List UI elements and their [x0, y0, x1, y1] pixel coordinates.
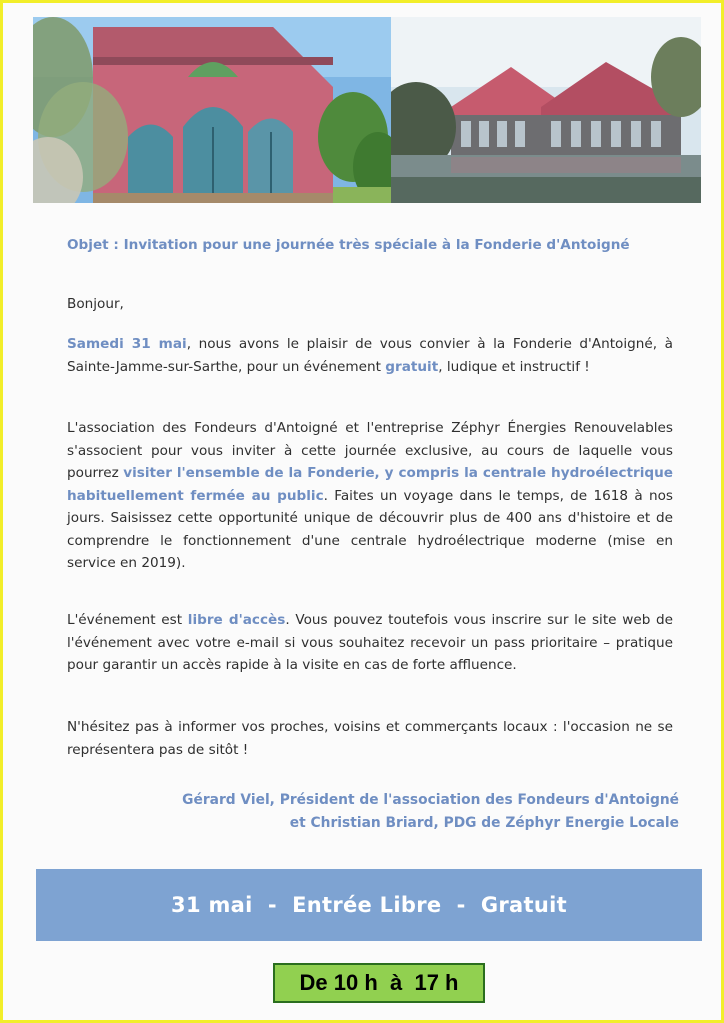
- opening-hours-box: [273, 963, 485, 1003]
- signature-line-1: Gérard Viel, Président de l'association des Fondeurs d'Antoigné: [182, 792, 679, 808]
- paragraph-details: [67, 417, 673, 575]
- foundry-riverside-photo: [391, 17, 701, 203]
- signature-line-2: et Christian Briard, PDG de Zéphyr Energie Locale: [289, 814, 679, 831]
- paragraph-details-text-2: . Faites un voyage dans le temps, de 1618 à nos jours. Saisissez cette opportunité unique de découvrir plus de 400 ans d'histoire et de comprendre le fonctionnement d'une centrale hydroélectrique moderne (mise en service en 2019).: [67, 487, 673, 571]
- paragraph-access-text-2: . Vous pouvez toutefois vous inscrire sur le site web de l'événement avec votre e-mail si vous souhaitez recevoir un pass prioritaire – pratique pour garantir un accès rapide à la visite en cas de forte affluence.: [67, 612, 674, 673]
- paragraph-details-text-1: L'association des Fondeurs d'Antoigné et l'entreprise Zéphyr Énergies Renouvelables s'associent pour vous inviter à cette journée exclusive, au cours de laquelle vous pourrez: [67, 420, 673, 481]
- subject-text: Invitation pour une journée très spéciale à la Fonderie d'Antoigné: [123, 237, 630, 253]
- paragraph-access-text-1: L'événement est: [67, 612, 188, 628]
- free-highlight: gratuit: [385, 358, 439, 375]
- paragraph-closing: N'hésitez pas à informer vos proches, voisins et commerçants locaux : l'occasion ne se représentera pas de sitôt !: [67, 719, 673, 758]
- signature-block: [182, 789, 679, 834]
- letter-subject: [67, 237, 687, 253]
- greeting: Bonjour,: [67, 296, 124, 312]
- subject-label: Objet :: [67, 237, 119, 253]
- free-access-highlight: libre d'accès: [187, 612, 286, 628]
- event-summary-text: 31 mai - Entrée Libre - Gratuit: [171, 893, 567, 917]
- event-date-highlight: Samedi 31 mai: [67, 336, 187, 352]
- event-summary-banner: [36, 869, 702, 941]
- paragraph-intro-text-1: , nous avons le plaisir de vous convier à la Fonderie d'Antoigné, à Sainte-Jamme-sur-Sarthe, pour un événement: [67, 336, 673, 375]
- foundry-building-photo: [33, 17, 391, 203]
- paragraph-intro-text-2: , ludique et instructif !: [438, 358, 590, 375]
- visit-highlight: visiter l'ensemble de la Fonderie, y compris la centrale hydroélectrique habituellement fermée au public: [67, 465, 673, 504]
- paragraph-access: [67, 609, 673, 677]
- paragraph-intro: [67, 333, 673, 378]
- photo-banner: [33, 17, 701, 203]
- opening-hours-text: De 10 h à 17 h: [299, 970, 459, 995]
